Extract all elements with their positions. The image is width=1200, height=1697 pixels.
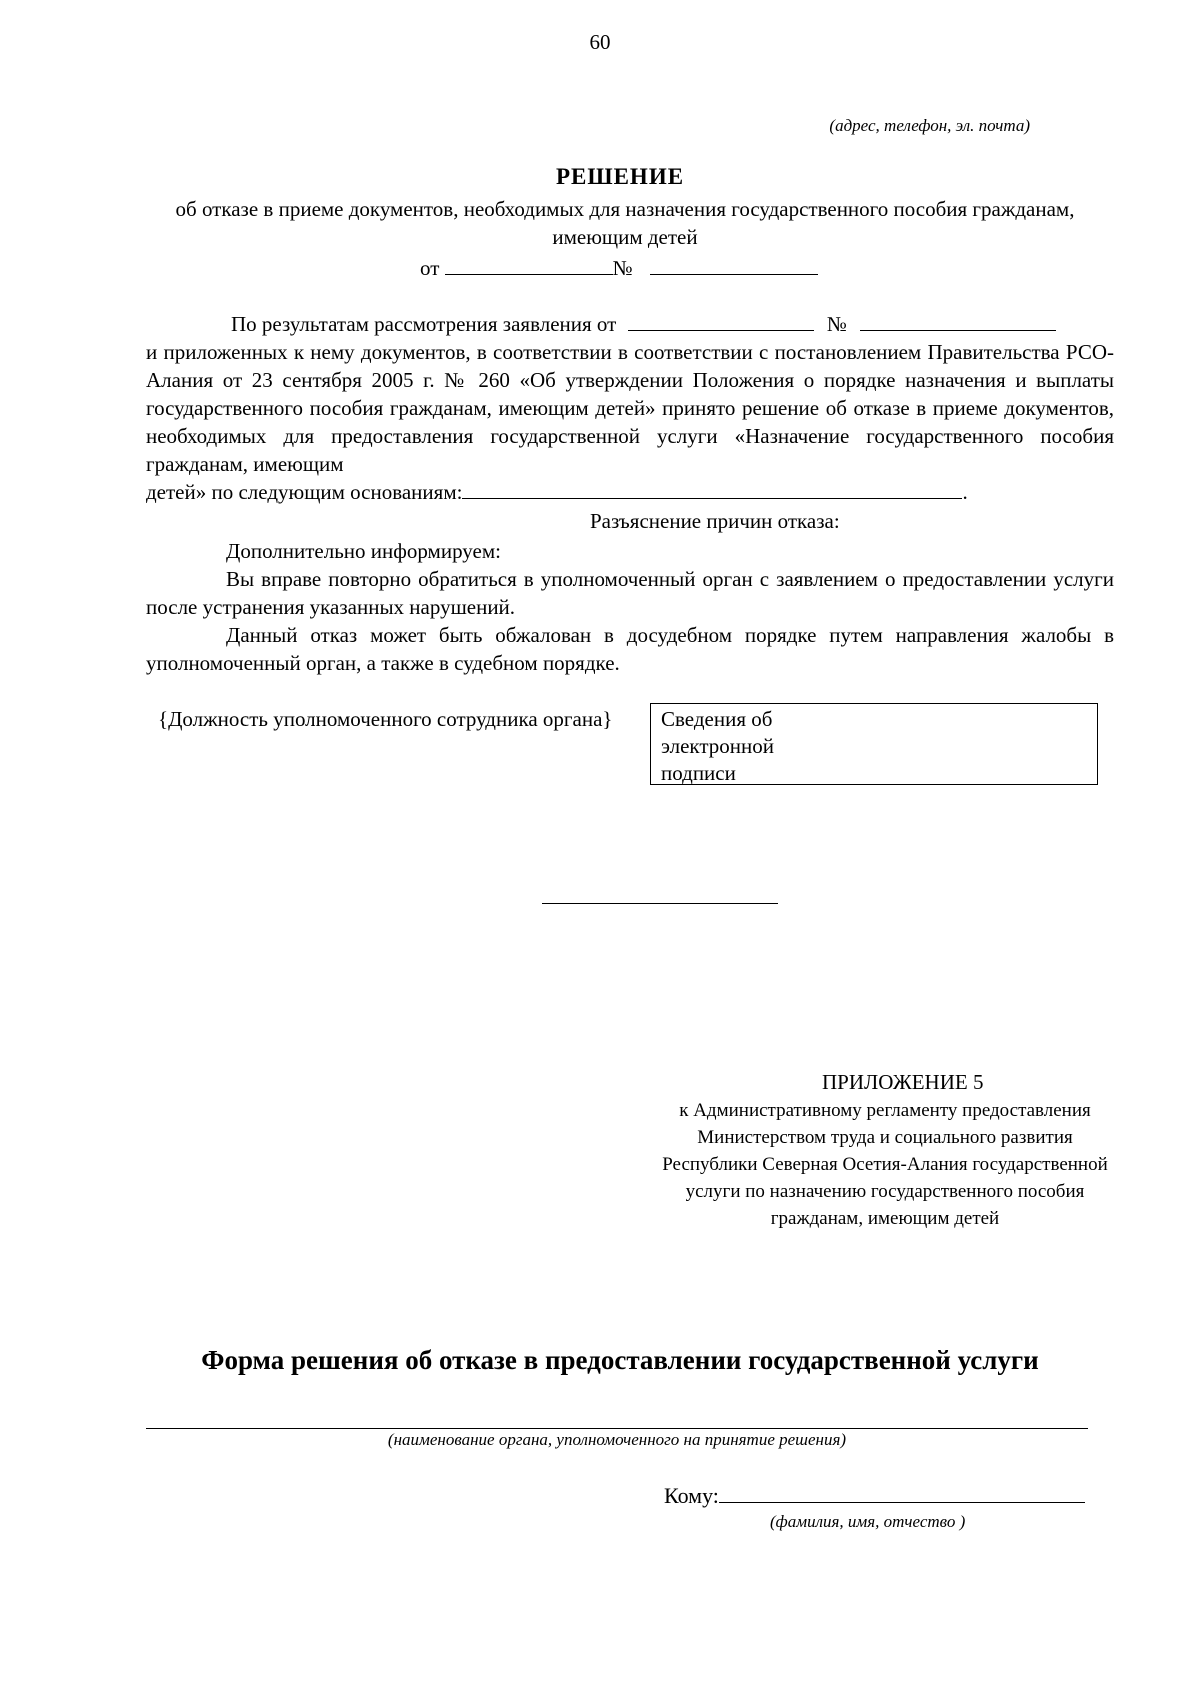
application-date-blank (628, 310, 814, 331)
reasons-label: Разъяснение причин отказа: (590, 509, 840, 533)
contact-hint: (адрес, телефон, эл. почта) (829, 116, 1030, 135)
number-blank (650, 254, 818, 275)
page-number: 60 (589, 30, 611, 54)
org-name-hint: (наименование органа, уполномоченного на принятие решения) (387, 1430, 847, 1449)
number-label: № (612, 256, 633, 280)
separator-line (542, 903, 778, 904)
appeal-text: Данный отказ может быть обжалован в досудебном порядке путем направления жалобы в уполномоченный орган, а также в судебном порядке. (146, 623, 1114, 675)
additional-info: Дополнительно информируем: (226, 539, 501, 563)
p1-first-line (146, 310, 1114, 338)
org-name-blank (146, 1428, 1088, 1429)
p1-tail: детей» по следующим основаниям: (146, 480, 463, 504)
date-blank (445, 254, 613, 275)
p1-tail-line: детей» по следующим основаниям: . (146, 480, 968, 504)
p1-number-label: № (826, 312, 847, 336)
application-number-blank (860, 310, 1056, 331)
decision-title: РЕШЕНИЕ (555, 164, 685, 189)
recipient-line (664, 1483, 1085, 1509)
form-heading: Форма решения об отказе в предоставлении государственной услуги (201, 1345, 1039, 1375)
decision-subtitle: об отказе в приеме документов, необходимых для назначения государственного пособия гражданам, имеющим детей (175, 197, 1075, 249)
body-paragraph-1 (146, 310, 1114, 506)
esign-box (650, 703, 1098, 785)
grounds-blank (462, 478, 962, 499)
esign-info: Сведения об электронной подписи (661, 707, 775, 785)
recipient-blank (719, 1484, 1085, 1503)
date-label: от (420, 256, 440, 280)
repeat-appeal-text: Вы вправе повторно обратиться в уполномоченный орган с заявлением о предоставлении услуги после устранения указанных нарушений. (146, 567, 1114, 619)
p1-start: По результатам рассмотрения заявления от (231, 312, 617, 336)
appendix-text: к Административному регламенту предоставления Министерством труда и социального развития Республики Северная Осетия-Алания государственной услуги по назначению государственного пособия гражданам, имеющим детей (662, 1100, 1108, 1229)
appendix-title: ПРИЛОЖЕНИЕ 5 (822, 1070, 984, 1094)
body-paragraph-2 (146, 537, 1114, 677)
p1-rest: и приложенных к нему документов, в соответствии в соответствии с постановлением Правительства РСО-Алания от 23 сентября 2005 г. № 260 «Об утверждении Положения о порядке назначения и выплаты государственного пособия гражданам, имеющим детей» принято решение об отказе в приеме документов, необходимых для предоставления государственной услуги «Назначение государственного пособия гражданам, имеющим (146, 340, 1114, 476)
signatory-position: {Должность уполномоченного сотрудника органа} (158, 707, 613, 731)
recipient-hint: (фамилия, имя, отчество ) (770, 1512, 966, 1531)
recipient-label: Кому: (664, 1483, 719, 1508)
decision-date-line (420, 254, 818, 281)
